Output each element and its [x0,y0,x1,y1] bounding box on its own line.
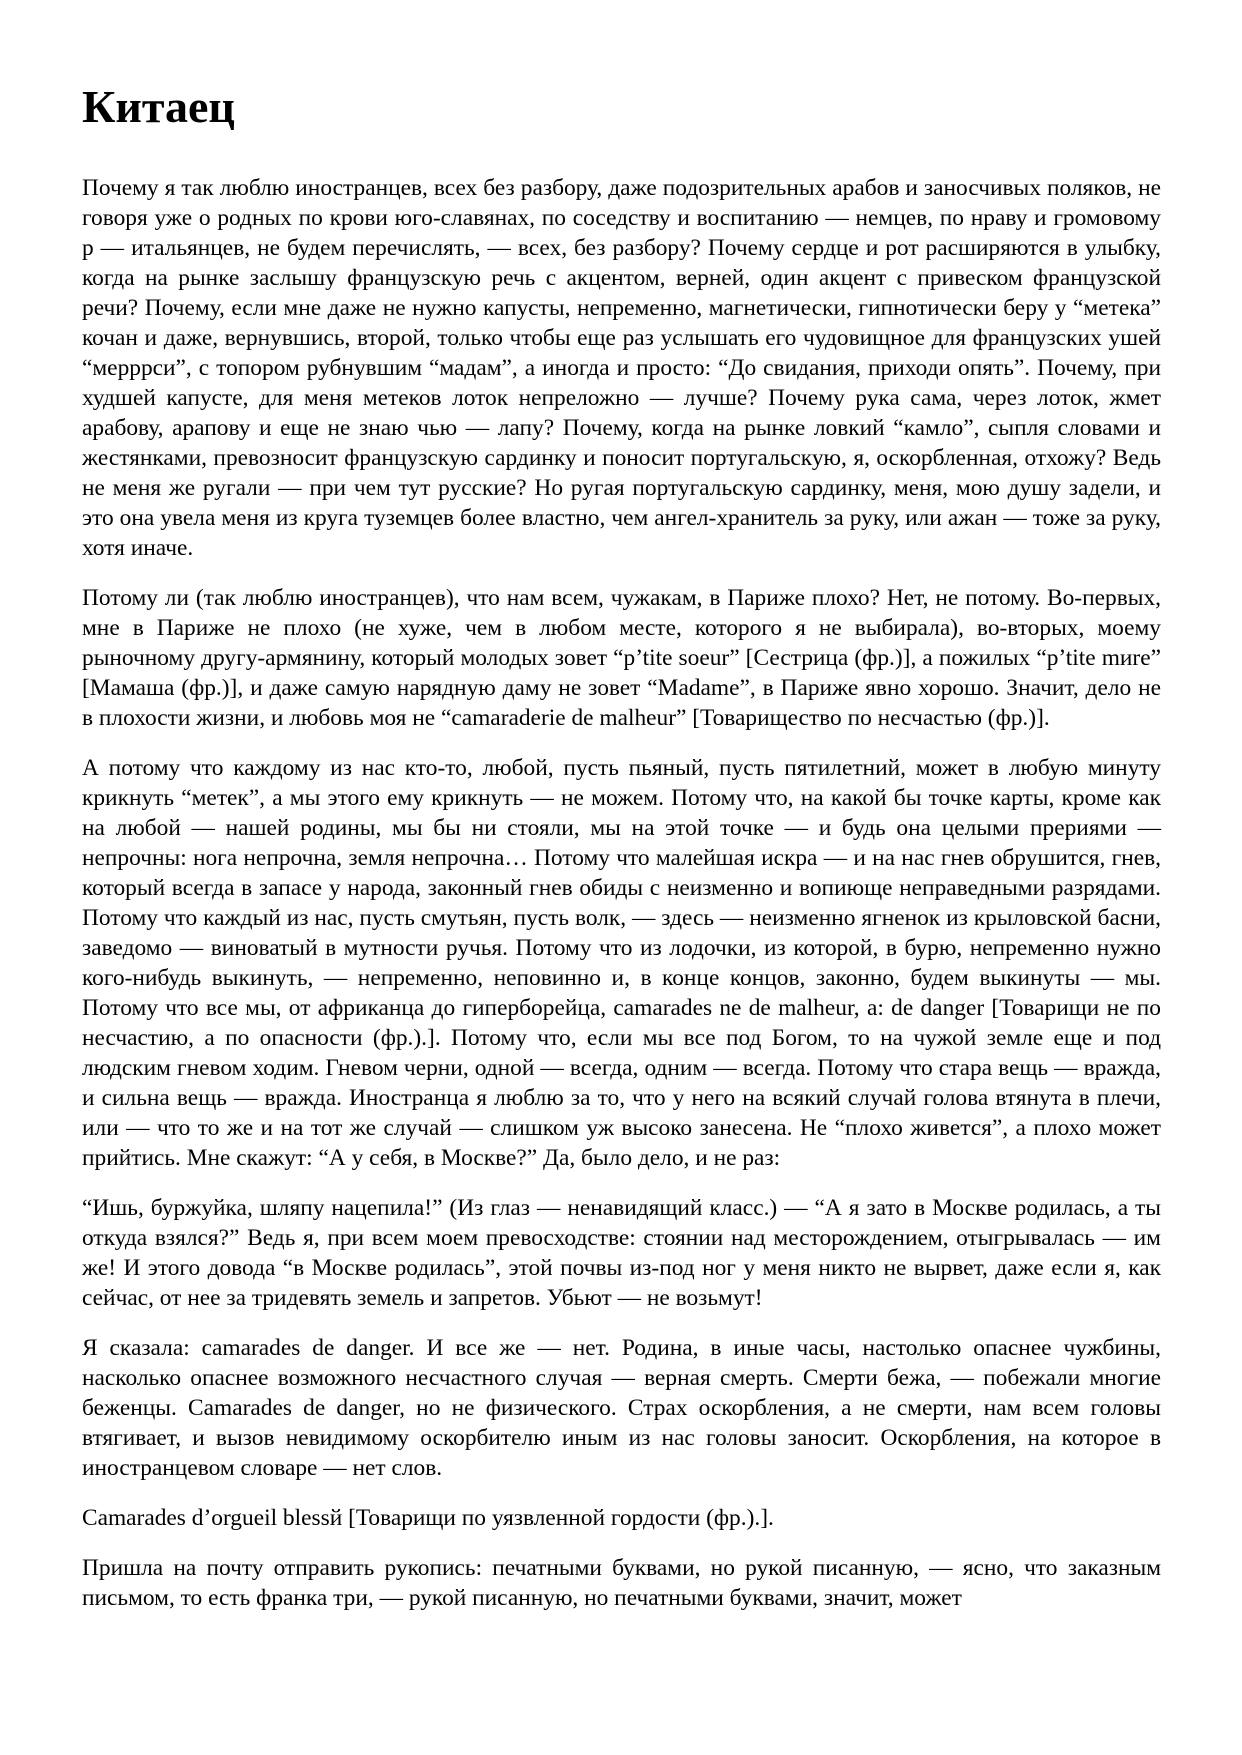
document-page [82,82,1161,1633]
paragraph-4: “Ишь, буржуйка, шляпу нацепила!” (Из глаз — ненавидящий класс.) — “А я зато в Москве родилась, а ты откуда взялся?” Ведь я, при всем моем превосходстве: стоянии над месторождением, отыгрывалась — им же! И этого довода “в Москве родилась”, этой почвы из-под ног у меня никто не вырвет, даже если я, как сейчас, от нее за тридевять земель и запретов. Убьют — не возьмут! [82,1194,1161,1311]
paragraph-7: Пришла на почту отправить рукопись: печатными буквами, но рукой писанную, — ясно, что заказным письмом, то есть франка три, — рукой писанную, но печатными буквами, значит, может [82,1554,1161,1611]
paragraph-5: Я сказала: camarades de danger. И все же — нет. Родина, в иные часы, настолько опаснее чужбины, насколько опаснее возможного несчастного случая — верная смерть. Смерти бежа, — побежали многие беженцы. Camarades de danger, но не физического. Страх оскорбления, а не смерти, нам всем головы втягивает, и вызов невидимому оскорбителю иным из нас головы заносит. Оскорбления, на которое в иностранцевом словаре — нет слов. [82,1334,1161,1481]
paragraph-2: Потому ли (так люблю иностранцев), что нам всем, чужакам, в Париже плохо? Нет, не потому. Во-первых, мне в Париже не плохо (не хуже, чем в любом месте, которого я не выбирала), во-вторых, моему рыночному другу-армянину, который молодых зовет “p’tite soeur” [Сестрица (фр.)], а пожилых “p’tite mиre” [Мамаша (фр.)], и даже самую нарядную даму не зовет “Madame”, в Париже явно хорошо. Значит, дело не в плохости жизни, и любовь моя не “camaraderie de malheur” [Товарищество по несчастью (фр.)]. [82,584,1161,731]
paragraph-6: Camarades d’orgueil blessй [Товарищи по уязвленной гордости (фр.).]. [82,1504,774,1531]
paragraph-3: А потому что каждому из нас кто-то, любой, пусть пьяный, пусть пятилетний, может в любую минуту крикнуть “метек”, а мы этого ему крикнуть — не можем. Потому что, на какой бы точке карты, кроме как на любой — нашей родины, мы бы ни стояли, мы на этой точке — и будь она целыми прериями — непрочны: нога непрочна, земля непрочна… Потому что малейшая искра — и на нас гнев обрушится, гнев, который всегда в запасе у народа, законный гнев обиды с неизменно и вопиюще неправедными разрядами. Потому что каждый из нас, пусть смутьян, пусть волк, — здесь — неизменно ягненок из крыловской басни, заведомо — виноватый в мутности ручья. Потому что из лодочки, из которой, в бурю, непременно нужно кого-нибудь выкинуть, — непременно, неповинно и, в конце концов, законно, будем выкинуты — мы. Потому что все мы, от африканца до гиперборейца, camarades ne de malheur, a: de danger [Товарищи не по несчастию, а по опасности (фр.).]. Потому что, если мы все под Богом, то на чужой земле еще и под людским гневом ходим. Гневом черни, одной — всегда, одним — всегда. Потому что стара вещь — вражда, и сильна вещь — вражда. Иностранца я люблю за то, что у него на всякий случай голова втянута в плечи, или — что то же и на тот же случай — слишком уж высоко занесена. Не “плохо живется”, а плохо может прийтись. Мне скажут: “А у себя, в Москве?” Да, было дело, и не раз: [82,754,1161,1171]
page-title: Китаец [82,81,235,132]
paragraph-1: Почему я так люблю иностранцев, всех без разбору, даже подозрительных арабов и заносчивых поляков, не говоря уже о родных по крови юго-славянах, по соседству и воспитанию — немцев, по нраву и громовому р — итальянцев, не будем перечислять, — всех, без разбору? Почему сердце и рот расширяются в улыбку, когда на рынке заслышу французскую речь с акцентом, верней, один акцент с привеском французской речи? Почему, если мне даже не нужно капусты, непременно, магнетически, гипнотически беру у “метека” кочан и даже, вернувшись, второй, только чтобы еще раз услышать его чудовищное для французских ушей “мерррси”, с топором рубнувшим “мадам”, а иногда и просто: “До свидания, приходи опять”. Почему, при худшей капусте, для меня метеков лоток непреложно — лучше? Почему рука сама, через лоток, жмет арабову, арапову и еще не знаю чью — лапу? Почему, когда на рынке ловкий “камло”, сыпля словами и жестянками, превозносит французскую сардинку и поносит португальскую, я, оскорбленная, отхожу? Ведь не меня же ругали — при чем тут русские? Но ругая португальскую сардинку, меня, мою душу задели, и это она увела меня из круга туземцев более властно, чем ангел-хранитель за руку, или ажан — тоже за руку, хотя иначе. [82,174,1161,561]
